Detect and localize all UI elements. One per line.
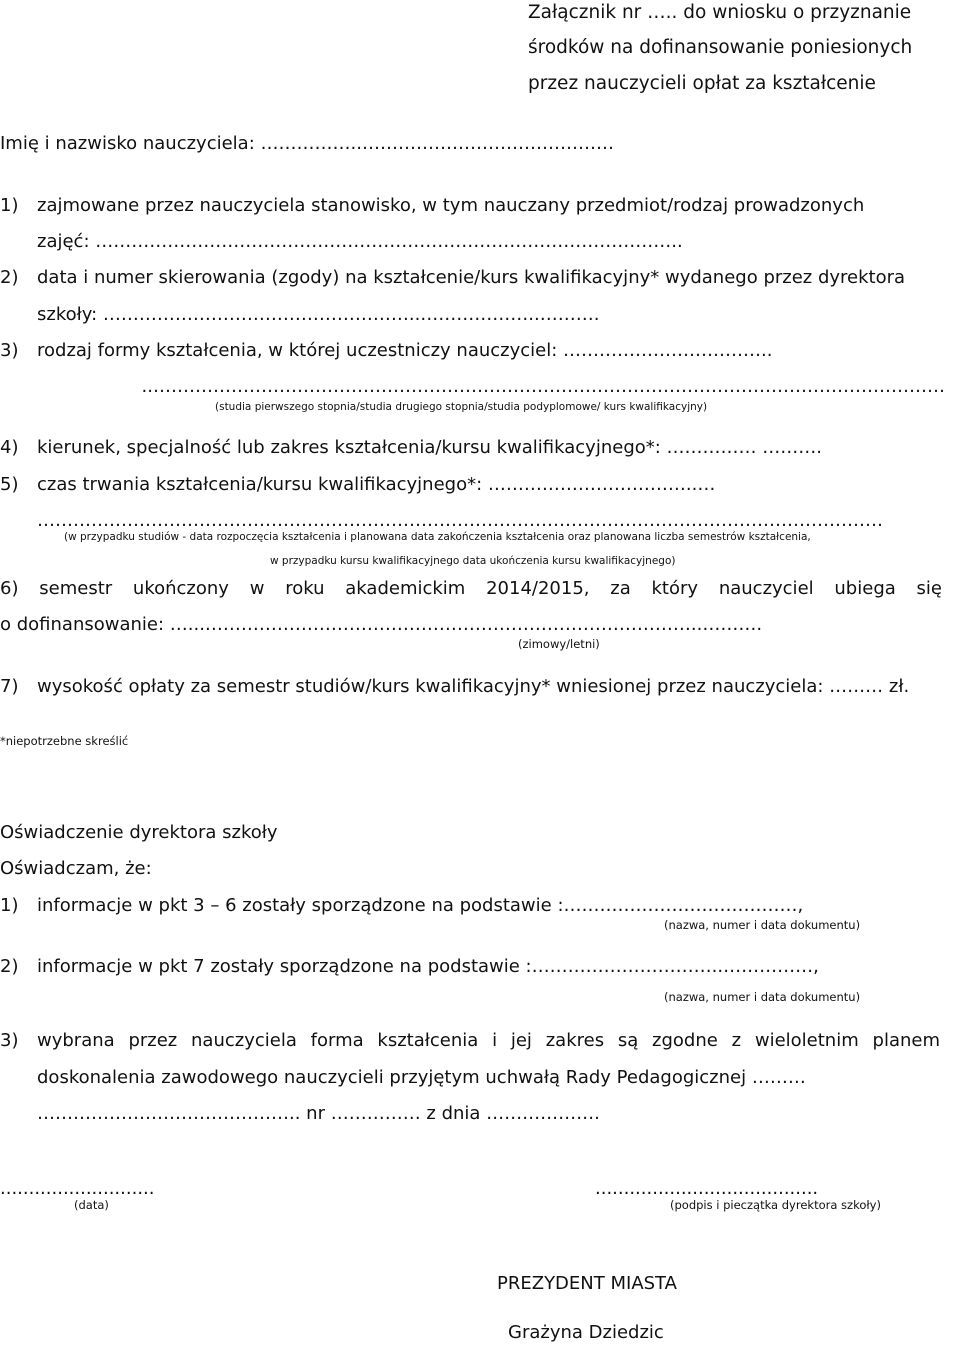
item-5-text: czas trwania kształcenia/kursu kwalifikacyjnego*: ……………………………..…	[37, 474, 716, 495]
closing-name: Grażyna Dziedzic	[508, 1322, 664, 1343]
header-line-3: przez nauczycieli opłat za kształcenie	[528, 73, 876, 94]
declaration-item-1-number: 1)	[0, 895, 19, 916]
declaration-item-2-number: 2)	[0, 956, 19, 977]
declaration-item-1	[0, 895, 803, 917]
declaration-item-3	[0, 1030, 940, 1052]
declaration-title: Oświadczenie dyrektora szkoły	[0, 822, 278, 843]
footnote: *niepotrzebne skreślić	[0, 734, 129, 748]
declaration-item-2-text: informacje w pkt 7 zostały sporządzone na podstawie :…………………………..……………,	[37, 956, 819, 977]
item-4	[0, 437, 822, 459]
item-3	[0, 340, 772, 362]
item-3-text: rodzaj formy kształcenia, w której uczestniczy nauczyciel: ……………………………..	[37, 340, 773, 361]
item-5-number: 5)	[0, 474, 19, 495]
item-5-line-2: ……………………………………………………………………………………………………………………………	[37, 510, 883, 531]
item-4-text: kierunek, specjalność lub zakres kształcenia/kursu kwalifikacyjnego*: …………… ……….	[37, 437, 822, 458]
item-1-text: zajmowane przez nauczyciela stanowisko, w tym nauczany przedmiot/rodzaj prowadzonych	[37, 195, 865, 216]
header-line-2: środków na dofinansowanie poniesionych	[528, 37, 913, 58]
item-5	[0, 474, 715, 496]
director-signature-label: (podpis i pieczątka dyrektora szkoły)	[670, 1198, 881, 1212]
item-2	[0, 267, 905, 289]
item-7-text: wysokość opłaty za semestr studiów/kurs kwalifikacyjny* wniesionej przez nauczyciela: ……… zł.	[37, 676, 910, 697]
declaration-item-1-text: informacje w pkt 3 – 6 zostały sporządzone na podstawie :…………………………………,	[37, 895, 804, 916]
item-1	[0, 195, 960, 217]
item-2-line-2: szkoły: ……………………………………………..………………..……….	[37, 304, 600, 325]
item-2-number: 2)	[0, 267, 19, 288]
item-3-note: (studia pierwszego stopnia/studia drugiego stopnia/studia podyplomowe/ kurs kwalifikacyjny)	[215, 401, 708, 413]
item-6-number: 6)	[0, 578, 19, 599]
item-1-line-2: zajęć: ……………………………………………………………………………………..	[37, 231, 683, 252]
item-6-text: semestr ukończony w roku akademickim 2014/2015, za który nauczyciel ubiega się	[39, 578, 942, 599]
item-7-number: 7)	[0, 676, 19, 697]
declaration-item-2	[0, 956, 819, 978]
item-6	[0, 578, 942, 600]
item-2-text: data i numer skierowania (zgody) na kształcenie/kurs kwalifikacyjny* wydanego przez dyrektora	[37, 267, 906, 288]
teacher-name-field: Imię i nazwisko nauczyciela: ……………..……………………………………	[0, 133, 614, 154]
item-3-number: 3)	[0, 340, 19, 361]
declaration-item-1-note: (nazwa, numer i data dokumentu)	[664, 918, 861, 932]
item-1-number: 1)	[0, 195, 19, 216]
item-5-note-1: (w przypadku studiów - data rozpoczęcia kształcenia i planowana data zakończenia kształcenia oraz planowana liczba semestrów kształcenia,	[64, 531, 811, 543]
date-label: (data)	[74, 1198, 109, 1212]
date-signature-line: ...........................	[0, 1178, 155, 1199]
item-4-number: 4)	[0, 437, 19, 458]
declaration-intro: Oświadczam, że:	[0, 858, 152, 879]
header-line-1: Załącznik nr ….. do wniosku o przyznanie	[528, 2, 912, 23]
declaration-item-3-line-2: doskonalenia zawodowego nauczycieli przyjętym uchwałą Rady Pedagogicznej ………	[37, 1067, 806, 1088]
director-signature-line: .......................................	[595, 1178, 819, 1199]
declaration-item-3-number: 3)	[0, 1030, 19, 1051]
item-5-note-2: w przypadku kursu kwalifikacyjnego data ukończenia kursu kwalifikacyjnego)	[270, 555, 676, 567]
declaration-item-3-text: wybrana przez nauczyciela forma kształcenia i jej zakres są zgodne z wieloletnim planem	[37, 1030, 940, 1051]
declaration-item-2-note: (nazwa, numer i data dokumentu)	[664, 990, 861, 1004]
item-3-line-2: ..……………………………………………………………………………………………………………………	[141, 376, 945, 397]
item-6-line-2: o dofinansowanie: …...………………………………………………………………………..……….	[0, 614, 763, 635]
declaration-item-3-line-3: …………………………………….. nr …………… z dnia ……………….	[37, 1103, 600, 1124]
item-7	[0, 676, 909, 698]
item-6-note: (zimowy/letni)	[518, 637, 600, 651]
closing-title: PREZYDENT MIASTA	[497, 1273, 677, 1294]
